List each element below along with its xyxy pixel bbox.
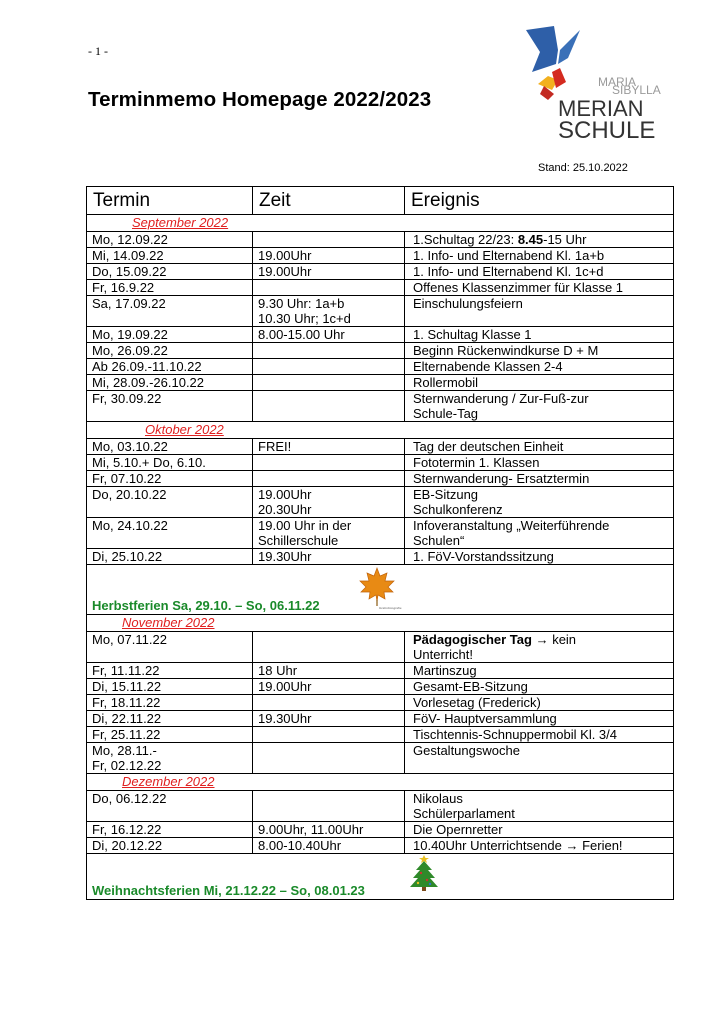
- ereignis-line: Sternwanderung / Zur-Fuß-zur: [413, 391, 589, 406]
- ereignis-cell: Fototermin 1. Klassen: [405, 455, 674, 471]
- zeit-line: 9.30 Uhr: 1a+b: [258, 296, 345, 311]
- ereignis-cell: Beginn Rückenwindkurse D + M: [405, 343, 674, 359]
- leaf-caption: Gratisfotografie: [379, 606, 402, 610]
- table-row: [87, 248, 674, 264]
- zeit-cell: 19.00Uhr: [253, 264, 405, 280]
- zeit-cell: 19.00Uhr: [253, 248, 405, 264]
- holiday-row-herbstferien: [87, 565, 674, 615]
- logo-sibylla: SIBYLLA: [612, 83, 661, 97]
- zeit-cell: [253, 375, 405, 391]
- month-row-september: [87, 215, 674, 232]
- table-row: [87, 822, 674, 838]
- termin-cell: [87, 743, 253, 774]
- zeit-cell: 18 Uhr: [253, 663, 405, 679]
- ereignis-cell: 1. FöV-Vorstandssitzung: [405, 549, 674, 565]
- zeit-line: Schillerschule: [258, 533, 339, 548]
- month-label: November 2022: [87, 615, 674, 632]
- ereignis-line: Nikolaus: [413, 791, 463, 806]
- termin-cell: Mo, 12.09.22: [87, 232, 253, 248]
- table-row: [87, 549, 674, 565]
- table-row: [87, 838, 674, 854]
- ereignis-line: Schule-Tag: [413, 406, 479, 421]
- table-row: [87, 632, 674, 663]
- table-row: [87, 264, 674, 280]
- table-row: [87, 296, 674, 327]
- page-number: - 1 -: [88, 44, 108, 58]
- zeit-cell: FREI!: [253, 439, 405, 455]
- ereignis-line: Unterricht!: [413, 647, 473, 662]
- zeit-cell: [253, 518, 405, 549]
- table-row: [87, 327, 674, 343]
- ereignis-bold: 8.45: [517, 232, 544, 247]
- zeit-cell: 9.00Uhr, 11.00Uhr: [253, 822, 405, 838]
- table-row: [87, 280, 674, 296]
- table-row: [87, 695, 674, 711]
- maple-leaf-icon: [357, 566, 402, 610]
- zeit-cell: 8.00-15.00 Uhr: [253, 327, 405, 343]
- logo-maria: MARIA: [598, 75, 637, 89]
- zeit-cell: [253, 280, 405, 296]
- zeit-cell: [253, 296, 405, 327]
- month-label: Oktober 2022: [87, 422, 674, 439]
- holiday-label: Herbstferien Sa, 29.10. – So, 06.11.22: [92, 598, 320, 613]
- ereignis-cell: Offenes Klassenzimmer für Klasse 1: [405, 280, 674, 296]
- ereignis-cell: [405, 487, 674, 518]
- ereignis-cell: Einschulungsfeiern: [405, 296, 674, 327]
- ereignis-cell: Gesamt-EB-Sitzung: [405, 679, 674, 695]
- ereignis-text: 1.Schultag 22/23:: [413, 232, 518, 247]
- holiday-label: Weihnachtsferien Mi, 21.12.22 – So, 08.01.23: [92, 883, 365, 898]
- table-row: [87, 743, 674, 774]
- zeit-line: 20.30Uhr: [258, 502, 312, 517]
- header-ereignis: Ereignis: [405, 187, 674, 215]
- table-row: [87, 518, 674, 549]
- ereignis-cell: [405, 391, 674, 422]
- termin-cell: Mi, 5.10.+ Do, 6.10.: [87, 455, 253, 471]
- termin-cell: Fr, 07.10.22: [87, 471, 253, 487]
- ereignis-line: EB-Sitzung: [413, 487, 479, 502]
- ereignis-cell: Vorlesetag (Frederick): [405, 695, 674, 711]
- holiday-cell: [87, 565, 674, 615]
- zeit-cell: [253, 232, 405, 248]
- termin-cell: Fr, 25.11.22: [87, 727, 253, 743]
- zeit-cell: 8.00-10.40Uhr: [253, 838, 405, 854]
- ereignis-cell: 1. Schultag Klasse 1: [405, 327, 674, 343]
- table-header-row: [87, 187, 674, 215]
- ereignis-cell: [405, 518, 674, 549]
- termin-cell: Di, 22.11.22: [87, 711, 253, 727]
- table-row: [87, 343, 674, 359]
- termin-cell: Do, 15.09.22: [87, 264, 253, 280]
- termin-cell: Mo, 07.11.22: [87, 632, 253, 663]
- month-row-dezember: [87, 774, 674, 791]
- table-row: [87, 791, 674, 822]
- ereignis-cell: Gestaltungswoche: [405, 743, 674, 774]
- table-row: [87, 232, 674, 248]
- ereignis-line: Schulkonferenz: [413, 502, 503, 517]
- ereignis-cell: Sternwanderung- Ersatztermin: [405, 471, 674, 487]
- month-label: Dezember 2022: [87, 774, 674, 791]
- ereignis-cell: Rollermobil: [405, 375, 674, 391]
- zeit-cell: [253, 695, 405, 711]
- table-row: [87, 375, 674, 391]
- termin-cell: Mi, 14.09.22: [87, 248, 253, 264]
- ereignis-cell: Tag der deutschen Einheit: [405, 439, 674, 455]
- termin-cell: Di, 25.10.22: [87, 549, 253, 565]
- zeit-cell: [253, 391, 405, 422]
- zeit-cell: 19.30Uhr: [253, 711, 405, 727]
- zeit-line: 19.00 Uhr in der: [258, 518, 352, 533]
- zeit-line: 19.00Uhr: [258, 487, 312, 502]
- ereignis-cell: Tischtennis-Schnuppermobil Kl. 3/4: [405, 727, 674, 743]
- zeit-line: 10.30 Uhr; 1c+d: [258, 311, 351, 326]
- ereignis-cell: 1. Info- und Elternabend Kl. 1c+d: [405, 264, 674, 280]
- zeit-cell: [253, 487, 405, 518]
- schedule-table: [86, 186, 674, 900]
- page-title: Terminmemo Homepage 2022/2023: [88, 88, 432, 111]
- termin-cell: Mi, 28.09.-26.10.22: [87, 375, 253, 391]
- logo-schule: SCHULE: [558, 117, 656, 144]
- termin-cell: Fr, 30.09.22: [87, 391, 253, 422]
- stand-date: Stand: 25.10.2022: [538, 162, 628, 174]
- zeit-cell: [253, 743, 405, 774]
- zeit-cell: [253, 791, 405, 822]
- termin-cell: Ab 26.09.-11.10.22: [87, 359, 253, 375]
- zeit-cell: [253, 455, 405, 471]
- termin-cell: Di, 20.12.22: [87, 838, 253, 854]
- termin-cell: Mo, 26.09.22: [87, 343, 253, 359]
- termin-cell: Mo, 03.10.22: [87, 439, 253, 455]
- header-zeit: Zeit: [253, 187, 405, 215]
- termin-cell: Mo, 19.09.22: [87, 327, 253, 343]
- ereignis-cell: [405, 232, 674, 248]
- table-row: [87, 663, 674, 679]
- ereignis-cell: 10.40Uhr Unterrichtsende → Ferien!: [405, 838, 674, 854]
- zeit-cell: [253, 343, 405, 359]
- ereignis-bold: Pädagogischer Tag: [413, 632, 532, 647]
- termin-cell: Di, 15.11.22: [87, 679, 253, 695]
- ereignis-cell: Elternabende Klassen 2-4: [405, 359, 674, 375]
- month-label: September 2022: [87, 215, 674, 232]
- table-row: [87, 727, 674, 743]
- table-row: [87, 391, 674, 422]
- table-row: [87, 487, 674, 518]
- termin-line: Fr, 02.12.22: [92, 758, 162, 773]
- ereignis-cell: FöV- Hauptversammlung: [405, 711, 674, 727]
- holiday-cell: [87, 854, 674, 900]
- ereignis-line: Infoveranstaltung „Weiterführende: [413, 518, 610, 533]
- zeit-cell: [253, 359, 405, 375]
- butterfly-logo-icon: [518, 24, 661, 144]
- school-logo: [518, 24, 661, 144]
- termin-cell: Fr, 18.11.22: [87, 695, 253, 711]
- table-row: [87, 359, 674, 375]
- ereignis-cell: Die Opernretter: [405, 822, 674, 838]
- table-row: [87, 471, 674, 487]
- month-row-november: [87, 615, 674, 632]
- zeit-cell: 19.30Uhr: [253, 549, 405, 565]
- table-row: [87, 711, 674, 727]
- ereignis-cell: [405, 791, 674, 822]
- zeit-cell: [253, 727, 405, 743]
- logo-merian: MERIAN: [558, 96, 644, 121]
- ereignis-cell: 1. Info- und Elternabend Kl. 1a+b: [405, 248, 674, 264]
- header-termin: Termin: [87, 187, 253, 215]
- table-row: [87, 679, 674, 695]
- termin-cell: Fr, 16.12.22: [87, 822, 253, 838]
- termin-cell: Mo, 24.10.22: [87, 518, 253, 549]
- termin-line: Mo, 28.11.-: [92, 743, 157, 758]
- christmas-tree-icon: [409, 854, 439, 892]
- ereignis-text: -15 Uhr: [543, 232, 587, 247]
- termin-cell: Fr, 11.11.22: [87, 663, 253, 679]
- ereignis-cell: Martinszug: [405, 663, 674, 679]
- termin-cell: Do, 20.10.22: [87, 487, 253, 518]
- month-row-oktober: [87, 422, 674, 439]
- ereignis-cell: [405, 632, 674, 663]
- termin-cell: Sa, 17.09.22: [87, 296, 253, 327]
- termin-cell: Fr, 16.9.22: [87, 280, 253, 296]
- termin-cell: Do, 06.12.22: [87, 791, 253, 822]
- zeit-cell: 19.00Uhr: [253, 679, 405, 695]
- table-row: [87, 455, 674, 471]
- ereignis-line: Schülerparlament: [413, 806, 515, 821]
- table-row: [87, 439, 674, 455]
- ereignis-text: → kein: [531, 632, 577, 647]
- zeit-cell: [253, 471, 405, 487]
- holiday-row-weihnachtsferien: [87, 854, 674, 900]
- zeit-cell: [253, 632, 405, 663]
- ereignis-line: Schulen“: [413, 533, 465, 548]
